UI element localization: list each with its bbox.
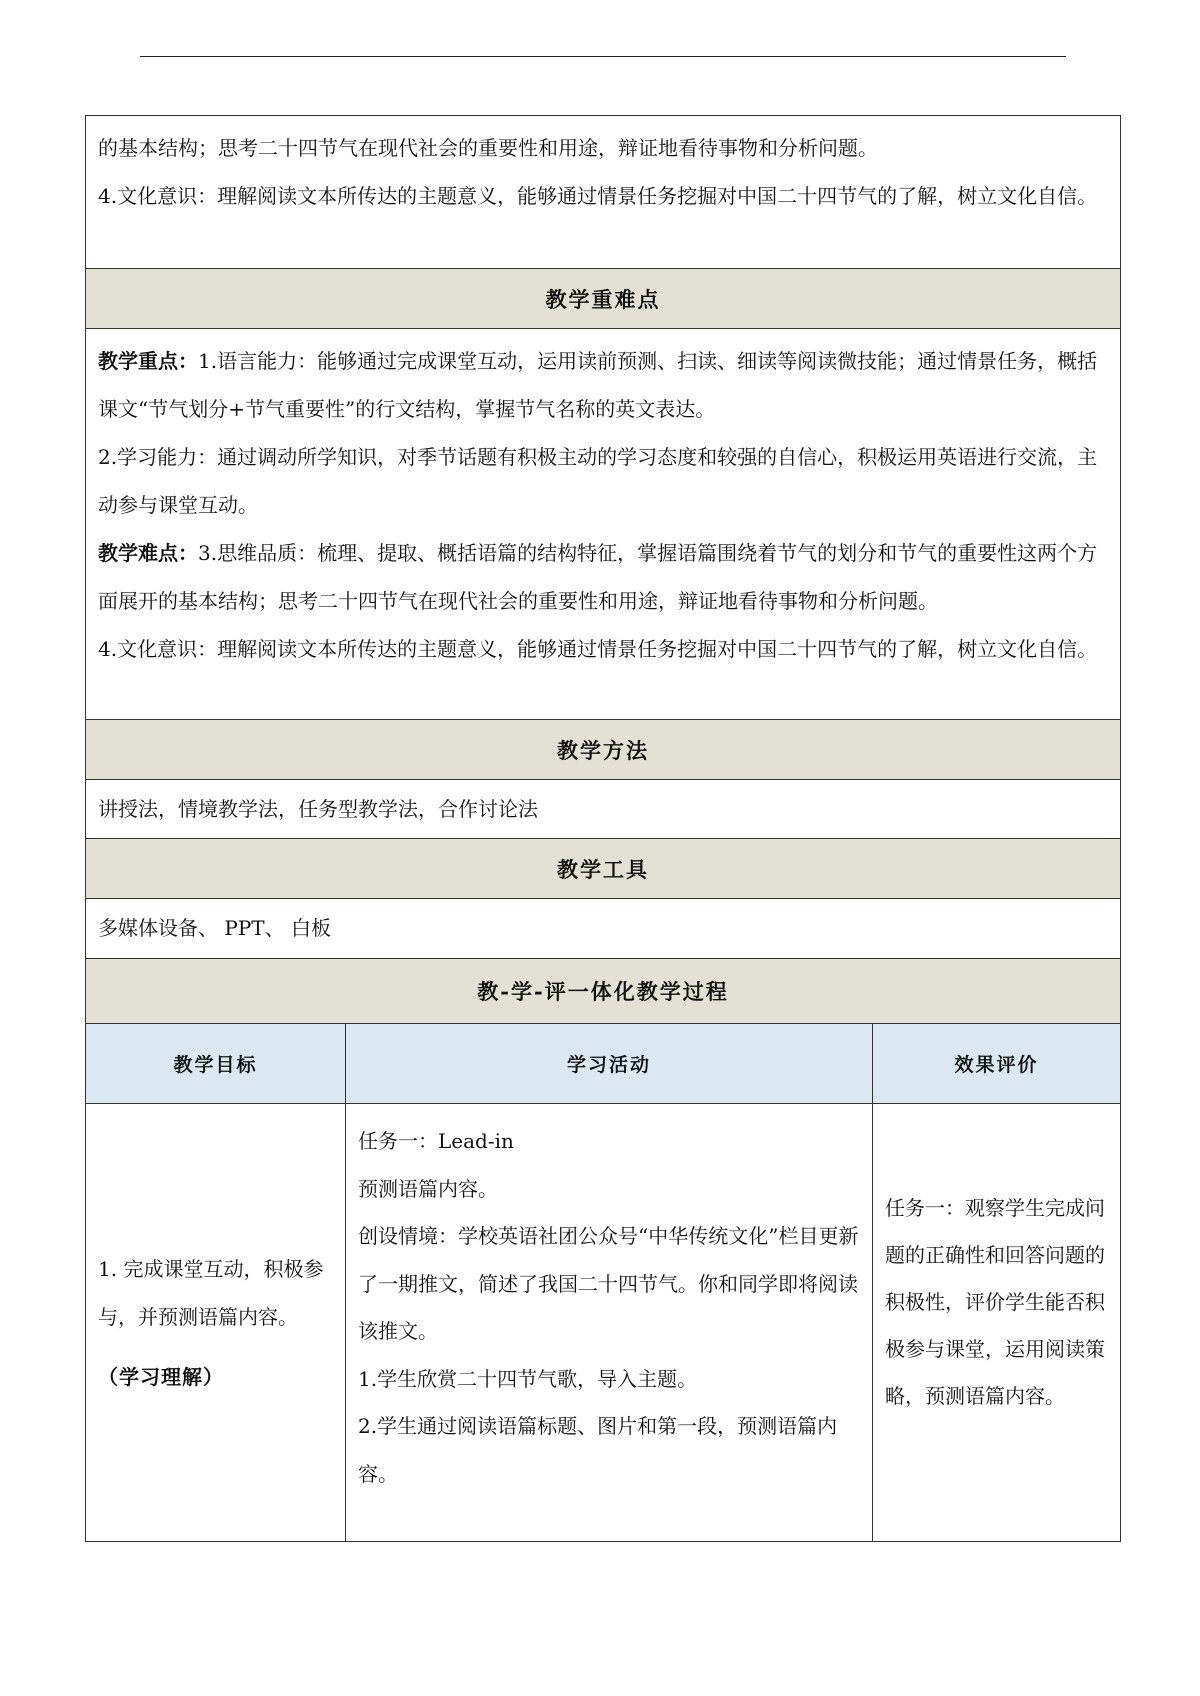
column-header-evaluation: 效果评价 bbox=[872, 1024, 1120, 1103]
table-row bbox=[85, 1104, 1121, 1542]
activity-line: 2.学生通过阅读语篇标题、图片和第一段，预测语篇内容。 bbox=[358, 1414, 838, 1486]
section-header-key-points: 教学重难点 bbox=[85, 269, 1121, 329]
tools-text: 多媒体设备、 PPT、 白板 bbox=[98, 916, 331, 940]
activity-cell bbox=[345, 1104, 872, 1541]
section-header-methods: 教学方法 bbox=[85, 720, 1121, 780]
tools-body bbox=[85, 899, 1121, 959]
objectives-continuation bbox=[85, 115, 1121, 269]
column-header-activity: 学习活动 bbox=[345, 1024, 872, 1103]
methods-body bbox=[85, 780, 1121, 839]
section-header-tools: 教学工具 bbox=[85, 839, 1121, 899]
goal-text: 1. 完成课堂互动，积极参与，并预测语篇内容。 bbox=[98, 1256, 324, 1329]
difficulty-label: 教学难点： bbox=[98, 541, 198, 565]
focus-label: 教学重点： bbox=[98, 349, 198, 373]
section-header-process: 教-学-评一体化教学过程 bbox=[85, 959, 1121, 1024]
key-points-body bbox=[85, 329, 1121, 720]
focus-point-1: 教学重点：1.语言能力：能够通过完成课堂互动，运用读前预测、扫读、细读等阅读微技能；通过情景任务，概括课文“节气划分+节气重要性”的行文结构，掌握节气名称的英文表达。 bbox=[98, 349, 1098, 421]
objective-line-2: 4.文化意识：理解阅读文本所传达的主题意义，能够通过情景任务挖掘对中国二十四节气的了解，树立文化自信。 bbox=[98, 184, 1098, 208]
process-column-headers bbox=[85, 1024, 1121, 1104]
difficulty-point-4: 4.文化意识：理解阅读文本所传达的主题意义，能够通过情景任务挖掘对中国二十四节气的了解，树立文化自信。 bbox=[98, 637, 1098, 661]
focus-point-2: 2.学习能力：通过调动所学知识，对季节话题有积极主动的学习态度和较强的自信心，积极运用英语进行交流，主动参与课堂互动。 bbox=[98, 445, 1098, 517]
difficulty-point-3: 教学难点：3.思维品质：梳理、提取、概括语篇的结构特征，掌握语篇围绕着节气的划分和节气的重要性这两个方面展开的基本结构；思考二十四节气在现代社会的重要性和用途，辩证地看待事物和分析问题。 bbox=[98, 541, 1098, 613]
column-header-goal: 教学目标 bbox=[86, 1024, 345, 1103]
header-rule bbox=[140, 56, 1066, 57]
evaluation-text: 任务一：观察学生完成问题的正确性和回答问题的积极性，评价学生能否积极参与课堂，运用阅读策略，预测语篇内容。 bbox=[885, 1196, 1105, 1408]
objective-line-1: 的基本结构；思考二十四节气在现代社会的重要性和用途，辩证地看待事物和分析问题。 bbox=[98, 136, 878, 160]
activity-line: 预测语篇内容。 bbox=[358, 1176, 498, 1201]
goal-cell bbox=[86, 1104, 345, 1541]
methods-text: 讲授法，情境教学法，任务型教学法，合作讨论法 bbox=[98, 797, 538, 821]
activity-line: 创设情境：学校英语社团公众号“中华传统文化”栏目更新了一期推文，简述了我国二十四节气。你和同学即将阅读该推文。 bbox=[358, 1224, 859, 1343]
evaluation-cell bbox=[872, 1104, 1120, 1541]
goal-tag: （学习理解） bbox=[98, 1364, 224, 1389]
activity-line: 任务一：Lead-in bbox=[358, 1129, 514, 1153]
activity-line: 1.学生欣赏二十四节气歌，导入主题。 bbox=[358, 1366, 698, 1391]
lesson-plan-table bbox=[85, 115, 1121, 1542]
